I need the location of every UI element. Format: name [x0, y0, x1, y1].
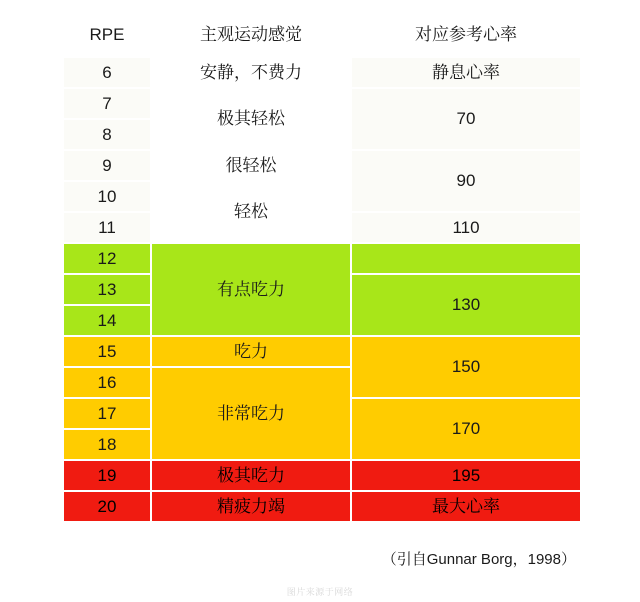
- source-citation: （引自Gunnar Borg，1998）: [381, 551, 576, 568]
- rpe-value: 13: [63, 274, 151, 305]
- feeling-label: 轻松: [151, 181, 351, 243]
- heart-rate-label: 150: [351, 336, 581, 398]
- heart-rate-label: 110: [351, 212, 581, 243]
- rpe-value: 15: [63, 336, 151, 367]
- column-header-heart-rate: 对应参考心率: [351, 13, 581, 57]
- rpe-value: 8: [63, 119, 151, 150]
- rpe-value: 14: [63, 305, 151, 336]
- feeling-label: 非常吃力: [151, 367, 351, 460]
- rpe-value: 7: [63, 88, 151, 119]
- table-row: [63, 57, 581, 88]
- feeling-label: 安静，不费力: [151, 57, 351, 88]
- watermark-text: 图片来源于网络: [286, 587, 354, 597]
- heart-rate-label: 195: [351, 460, 581, 491]
- rpe-value: 19: [63, 460, 151, 491]
- table-row: [63, 150, 581, 181]
- feeling-label: 有点吃力: [151, 243, 351, 336]
- table-wrapper: [62, 12, 580, 523]
- rpe-value: 10: [63, 181, 151, 212]
- rpe-value: 12: [63, 243, 151, 274]
- table-row: [63, 243, 581, 274]
- table-row: [63, 491, 581, 522]
- table-row: [63, 336, 581, 367]
- rpe-value: 17: [63, 398, 151, 429]
- heart-rate-label: 最大心率: [351, 491, 581, 522]
- rpe-value: 6: [63, 57, 151, 88]
- rpe-value: 18: [63, 429, 151, 460]
- feeling-label: 极其轻松: [151, 88, 351, 150]
- feeling-label: 吃力: [151, 336, 351, 367]
- feeling-label: 很轻松: [151, 150, 351, 181]
- heart-rate-label: 130: [351, 274, 581, 336]
- heart-rate-label: 70: [351, 88, 581, 150]
- heart-rate-label: 170: [351, 398, 581, 460]
- table-row: [63, 460, 581, 491]
- heart-rate-spacer: [351, 243, 581, 274]
- column-header-rpe: RPE: [63, 13, 151, 57]
- table-row: [63, 88, 581, 119]
- table-header-row: [63, 13, 581, 57]
- heart-rate-label: 90: [351, 150, 581, 212]
- feeling-label: 极其吃力: [151, 460, 351, 491]
- rpe-value: 16: [63, 367, 151, 398]
- rpe-table: [62, 12, 582, 523]
- heart-rate-label: 静息心率: [351, 57, 581, 88]
- feeling-label: 精疲力竭: [151, 491, 351, 522]
- rpe-value: 11: [63, 212, 151, 243]
- rpe-value: 20: [63, 491, 151, 522]
- column-header-feeling: 主观运动感觉: [151, 13, 351, 57]
- rpe-value: 9: [63, 150, 151, 181]
